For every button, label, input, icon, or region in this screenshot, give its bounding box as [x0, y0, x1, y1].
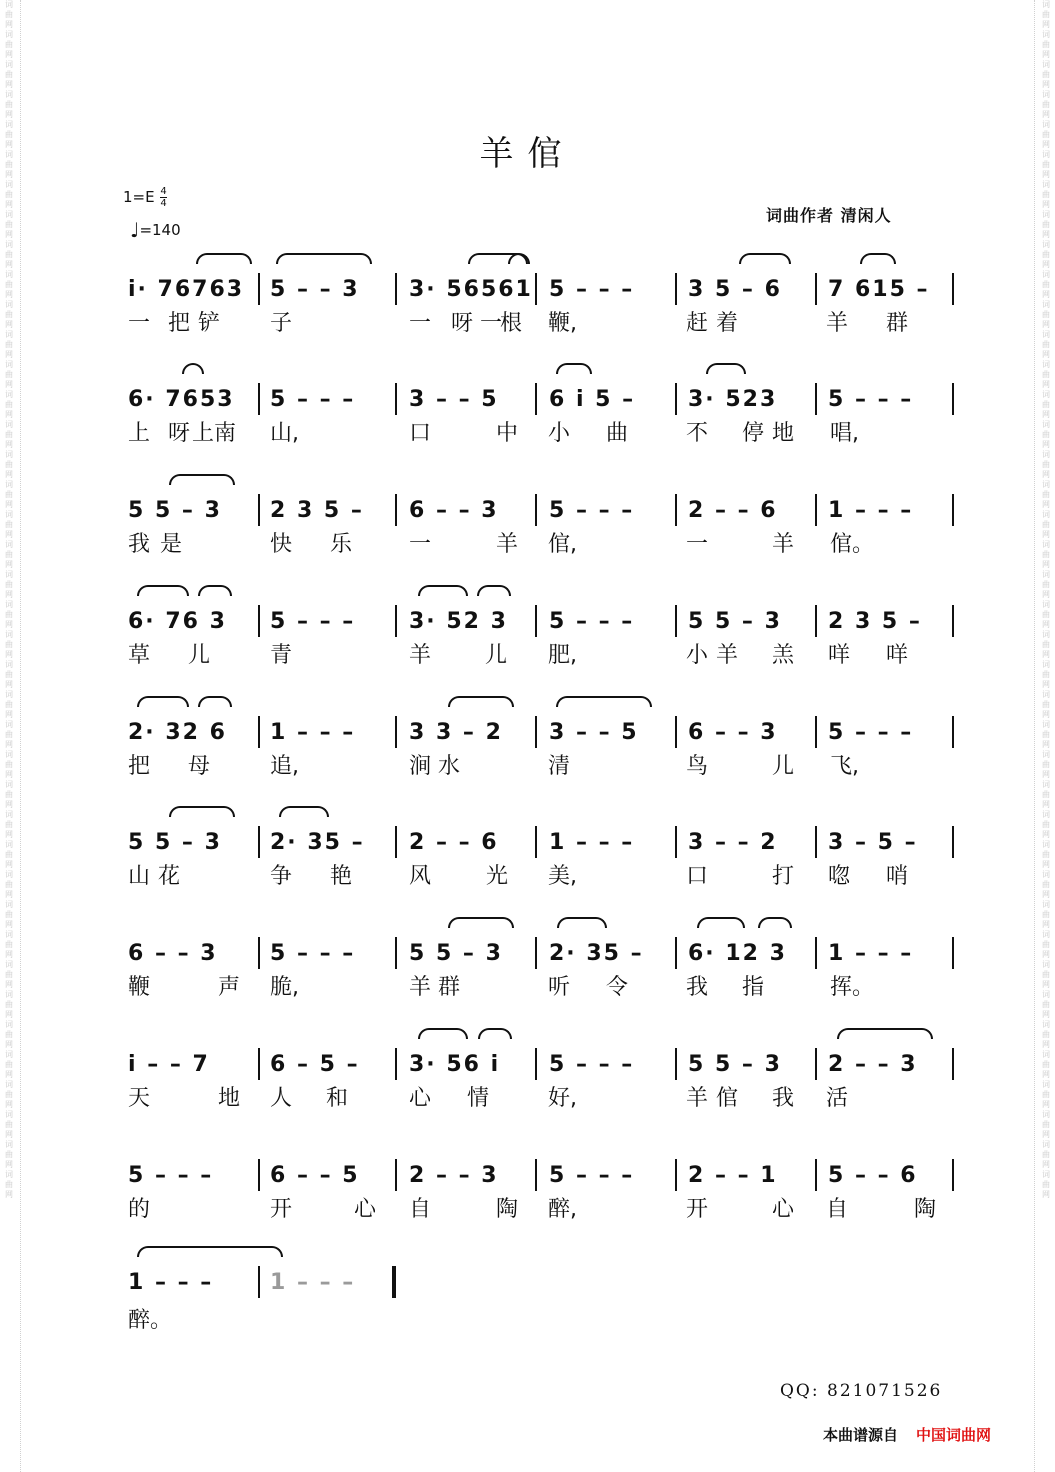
barline	[675, 716, 677, 748]
measure-notes: 5 – – –	[270, 387, 356, 412]
barline	[535, 494, 537, 526]
lyric-syllable: 倌	[716, 1086, 739, 1111]
measure-notes: 6 – – 3	[128, 941, 218, 966]
lyric-syllable: 心	[354, 1197, 377, 1222]
barline	[815, 605, 817, 637]
measure-notes: 3· 523	[688, 387, 778, 412]
slur-mark	[739, 253, 791, 264]
measure-notes: 2 – – 3	[828, 1052, 918, 1077]
lyric-syllable: 呀	[168, 421, 191, 446]
lyric-syllable: 群	[438, 975, 461, 1000]
lyric-syllable: 涧	[409, 754, 432, 779]
measure-notes: 2 3 5 –	[828, 609, 922, 634]
lyric-syllable: 醉,	[548, 1197, 577, 1222]
final-barline	[392, 1266, 396, 1298]
tempo-mark	[130, 218, 181, 242]
barline	[535, 273, 537, 305]
lyric-syllable: 口	[686, 864, 709, 889]
lyric-syllable: 声	[218, 975, 241, 1000]
barline	[675, 494, 677, 526]
measure-notes: 5 – – –	[270, 941, 356, 966]
measure-notes: 1 – – –	[270, 1270, 356, 1295]
measure-notes: 5 – – –	[549, 609, 635, 634]
measure-notes: 5 – – –	[128, 1163, 214, 1188]
measure-notes: 3 3 – 2	[409, 720, 503, 745]
slur-mark	[182, 363, 204, 374]
barline	[675, 1048, 677, 1080]
measure-notes: 5 5 – 3	[128, 498, 222, 523]
measure-notes: 7 615 –	[828, 277, 930, 302]
measure-notes: 5 5 – 3	[688, 1052, 782, 1077]
lyric-syllable: 肥,	[548, 643, 577, 668]
tempo-value: =140	[139, 221, 181, 239]
lyric-syllable: 把	[168, 311, 191, 336]
barline	[258, 826, 260, 858]
lyric-syllable: 小	[548, 421, 571, 446]
lyric-syllable: 我	[686, 975, 709, 1000]
barline	[952, 937, 954, 969]
slur-mark	[196, 253, 252, 264]
lyric-syllable: 的	[128, 1197, 151, 1222]
slur-mark	[137, 696, 189, 707]
measure-notes: 5 – – –	[828, 720, 914, 745]
lyric-syllable: 小	[686, 643, 709, 668]
lyric-syllable: 一	[128, 311, 151, 336]
lyric-syllable: 咩	[828, 643, 851, 668]
barline	[258, 273, 260, 305]
slur-mark	[279, 806, 329, 817]
key-signature	[123, 186, 167, 209]
lyric-syllable: 情	[467, 1086, 490, 1111]
lyric-syllable: 一	[409, 311, 432, 336]
barline	[258, 1048, 260, 1080]
lyric-syllable: 打	[772, 864, 795, 889]
lyric-syllable: 令	[606, 975, 629, 1000]
lyric-syllable: 和	[326, 1086, 349, 1111]
lyric-syllable: 艳	[330, 864, 353, 889]
barline	[258, 1159, 260, 1191]
barline	[258, 383, 260, 415]
barline	[952, 605, 954, 637]
lyric-syllable: 鞭	[128, 975, 151, 1000]
measure-notes: 5 – – –	[549, 277, 635, 302]
margin-guide-right	[1034, 0, 1035, 1472]
measure-notes: 5 5 – 3	[128, 830, 222, 855]
barline	[952, 1048, 954, 1080]
slur-mark	[448, 696, 514, 707]
lyric-syllable: 乐	[330, 532, 353, 557]
lyric-syllable: 听	[548, 975, 571, 1000]
lyric-syllable: 山	[128, 864, 151, 889]
barline	[535, 1048, 537, 1080]
barline	[395, 937, 397, 969]
measure-notes: 6· 76 3	[128, 609, 227, 634]
lyric-syllable: 我	[128, 532, 151, 557]
lyric-syllable: 陶	[914, 1197, 937, 1222]
measure-notes: 5 – – –	[549, 1163, 635, 1188]
measure-notes: 1 – – –	[549, 830, 635, 855]
lyric-syllable: 飞,	[830, 754, 859, 779]
lyric-syllable: 儿	[485, 643, 508, 668]
barline	[675, 1159, 677, 1191]
barline	[258, 937, 260, 969]
author-credit: 词曲作者 清闲人	[766, 206, 892, 225]
lyric-syllable: 心	[772, 1197, 795, 1222]
measure-notes: 3 – – 2	[688, 830, 778, 855]
measure-notes: 2 – – 1	[688, 1163, 778, 1188]
slur-mark	[276, 253, 372, 264]
lyric-syllable: 羔	[772, 643, 795, 668]
lyric-syllable: 呀	[451, 311, 474, 336]
slur-mark	[837, 1028, 933, 1039]
lyric-syllable: 子	[270, 311, 293, 336]
measure-notes: 3· 56561	[409, 277, 533, 302]
measure-notes: 3 – – 5	[549, 720, 639, 745]
song-title: 羊倌	[479, 134, 576, 174]
slur-mark	[556, 696, 652, 707]
slur-mark	[137, 1246, 283, 1257]
slur-mark	[448, 917, 514, 928]
lyric-syllable: 快	[270, 532, 293, 557]
slur-mark	[477, 585, 511, 596]
measure-notes: i· 76763	[128, 277, 245, 302]
lyric-syllable: 美,	[548, 864, 577, 889]
slur-mark	[556, 363, 592, 374]
slur-mark	[508, 253, 530, 264]
measure-notes: 5 – – –	[270, 609, 356, 634]
measure-notes: i – – 7	[128, 1052, 210, 1077]
barline	[815, 937, 817, 969]
barline	[395, 605, 397, 637]
barline	[952, 383, 954, 415]
lyric-syllable: 自	[409, 1197, 432, 1222]
lyric-syllable: 倌。	[830, 532, 875, 557]
lyric-syllable: 上	[192, 421, 215, 446]
barline	[675, 383, 677, 415]
lyric-syllable: 水	[438, 754, 461, 779]
lyric-syllable: 停	[742, 421, 765, 446]
barline	[535, 937, 537, 969]
lyric-syllable: 羊	[496, 532, 519, 557]
lyric-syllable: 羊	[409, 975, 432, 1000]
measure-notes: 5 – – –	[549, 1052, 635, 1077]
barline	[395, 1159, 397, 1191]
measure-notes: 6 i 5 –	[549, 387, 636, 412]
lyric-syllable: 自	[826, 1197, 849, 1222]
barline	[815, 383, 817, 415]
measure-notes: 2· 32 6	[128, 720, 227, 745]
slur-mark	[557, 917, 607, 928]
barline	[258, 494, 260, 526]
lyric-syllable: 开	[270, 1197, 293, 1222]
measure-notes: 5 – – 6	[828, 1163, 918, 1188]
barline	[675, 273, 677, 305]
barline	[258, 605, 260, 637]
lyric-syllable: 开	[686, 1197, 709, 1222]
measure-notes: 2 – – 6	[409, 830, 499, 855]
barline	[815, 494, 817, 526]
lyric-syllable: 好,	[548, 1086, 577, 1111]
lyric-syllable: 活	[826, 1086, 849, 1111]
lyric-syllable: 陶	[496, 1197, 519, 1222]
lyric-syllable: 天	[128, 1086, 151, 1111]
measure-notes: 2· 35 –	[549, 941, 644, 966]
lyric-syllable: 一	[480, 311, 503, 336]
slur-mark	[198, 696, 232, 707]
lyric-syllable: 人	[270, 1086, 293, 1111]
barline	[395, 494, 397, 526]
lyric-syllable: 羊	[409, 643, 432, 668]
measure-notes: 5 5 – 3	[688, 609, 782, 634]
slur-mark	[697, 917, 745, 928]
watermark-right: 词曲网词曲网词曲网词曲网词曲网词曲网词曲网词曲网词曲网词曲网词曲网词曲网词曲网词曲网词曲网词曲网词曲网词曲网词曲网词曲网词曲网词曲网词曲网词曲网词曲网词曲网词曲网词曲网词曲网词曲网词曲网词曲网词曲网词曲网词曲网词曲网词曲网词曲网词曲网词曲网	[1042, 0, 1050, 1199]
barline	[258, 1266, 260, 1298]
lyric-syllable: 青	[270, 643, 293, 668]
lyric-syllable: 清	[548, 754, 571, 779]
lyric-syllable: 咩	[886, 643, 909, 668]
measure-notes: 3· 56 i	[409, 1052, 501, 1077]
lyric-syllable: 儿	[772, 754, 795, 779]
lyric-syllable: 挥。	[830, 975, 875, 1000]
measure-notes: 6 – – 3	[688, 720, 778, 745]
lyric-syllable: 儿	[188, 643, 211, 668]
lyric-syllable: 群	[886, 311, 909, 336]
lyric-syllable: 光	[486, 864, 509, 889]
measure-notes: 2 – – 6	[688, 498, 778, 523]
lyric-syllable: 心	[409, 1086, 432, 1111]
lyric-syllable: 把	[128, 754, 151, 779]
barline	[258, 716, 260, 748]
measure-notes: 6· 7653	[128, 387, 235, 412]
qq-contact: QQ: 821071526	[780, 1381, 943, 1401]
lyric-syllable: 是	[160, 532, 183, 557]
barline	[815, 716, 817, 748]
measure-notes: 1 – – –	[828, 498, 914, 523]
slur-mark	[418, 1028, 468, 1039]
barline	[535, 605, 537, 637]
time-signature	[160, 186, 166, 209]
slur-mark	[198, 585, 232, 596]
barline	[395, 273, 397, 305]
barline	[815, 1048, 817, 1080]
measure-notes: 1 – – –	[828, 941, 914, 966]
slur-mark	[169, 474, 235, 485]
lyric-syllable: 铲	[198, 311, 221, 336]
measure-notes: 5 – – –	[828, 387, 914, 412]
measure-notes: 3 – 5 –	[828, 830, 918, 855]
slur-mark	[478, 1028, 512, 1039]
barline	[815, 1159, 817, 1191]
lyric-syllable: 风	[409, 864, 432, 889]
slur-mark	[137, 585, 189, 596]
lyric-syllable: 羊	[826, 311, 849, 336]
measure-notes: 6 – – 5	[270, 1163, 360, 1188]
lyric-syllable: 草	[128, 643, 151, 668]
lyric-syllable: 一	[409, 532, 432, 557]
barline	[535, 383, 537, 415]
barline	[395, 716, 397, 748]
slur-mark	[418, 585, 468, 596]
measure-notes: 1 – – –	[128, 1270, 214, 1295]
measure-notes: 5 – – –	[549, 498, 635, 523]
lyric-syllable: 中	[496, 421, 519, 446]
barline	[535, 716, 537, 748]
lyric-syllable: 山,	[270, 421, 299, 446]
barline	[675, 605, 677, 637]
lyric-syllable: 羊	[716, 643, 739, 668]
barline	[952, 494, 954, 526]
time-top: 4	[160, 186, 167, 197]
barline	[815, 273, 817, 305]
slur-mark	[706, 363, 746, 374]
lyric-syllable: 花	[158, 864, 181, 889]
lyric-syllable: 地	[772, 421, 795, 446]
lyric-syllable: 鞭,	[548, 311, 577, 336]
lyric-syllable: 根	[500, 311, 523, 336]
measure-notes: 2 – – 3	[409, 1163, 499, 1188]
barline	[952, 1159, 954, 1191]
lyric-syllable: 追,	[270, 754, 299, 779]
source-label: 本曲谱源自	[823, 1426, 899, 1444]
lyric-syllable: 醉。	[128, 1308, 173, 1333]
lyric-syllable: 倌,	[548, 532, 577, 557]
measure-notes: 2· 35 –	[270, 830, 365, 855]
watermark-left: 词曲网词曲网词曲网词曲网词曲网词曲网词曲网词曲网词曲网词曲网词曲网词曲网词曲网词曲网词曲网词曲网词曲网词曲网词曲网词曲网词曲网词曲网词曲网词曲网词曲网词曲网词曲网词曲网词曲网词曲网词曲网词曲网词曲网词曲网词曲网词曲网词曲网词曲网词曲网词曲网	[5, 0, 13, 1199]
lyric-syllable: 鸟	[686, 754, 709, 779]
lyric-syllable: 曲	[606, 421, 629, 446]
lyric-syllable: 口	[409, 421, 432, 446]
lyric-syllable: 着	[716, 311, 739, 336]
lyric-syllable: 南	[214, 421, 237, 446]
lyric-syllable: 唱,	[830, 421, 859, 446]
lyric-syllable: 我	[772, 1086, 795, 1111]
source-brand: 中国词曲网	[916, 1426, 992, 1444]
margin-guide-left	[20, 0, 21, 1472]
lyric-syllable: 母	[188, 754, 211, 779]
barline	[535, 1159, 537, 1191]
slur-mark	[169, 806, 235, 817]
measure-notes: 3· 52 3	[409, 609, 508, 634]
lyric-syllable: 不	[686, 421, 709, 446]
barline	[395, 1048, 397, 1080]
lyric-syllable: 羊	[686, 1086, 709, 1111]
measure-notes: 3 – – 5	[409, 387, 499, 412]
quarter-note-icon: ♩	[130, 218, 140, 242]
barline	[675, 826, 677, 858]
slur-mark	[860, 253, 896, 264]
lyric-syllable: 脆,	[270, 975, 299, 1000]
source-credit	[823, 1424, 991, 1445]
lyric-syllable: 指	[742, 975, 765, 1000]
barline	[952, 716, 954, 748]
lyric-syllable: 一	[686, 532, 709, 557]
barline	[675, 937, 677, 969]
measure-notes: 2 3 5 –	[270, 498, 364, 523]
barline	[952, 273, 954, 305]
measure-notes: 5 – – 3	[270, 277, 360, 302]
lyric-syllable: 唿	[828, 864, 851, 889]
time-bottom: 4	[160, 198, 167, 209]
barline	[815, 826, 817, 858]
measure-notes: 1 – – –	[270, 720, 356, 745]
barline	[395, 383, 397, 415]
measure-notes: 6 – 5 –	[270, 1052, 360, 1077]
lyric-syllable: 争	[270, 864, 293, 889]
barline	[535, 826, 537, 858]
lyric-syllable: 上	[128, 421, 151, 446]
measure-notes: 6 – – 3	[409, 498, 499, 523]
measure-notes: 5 5 – 3	[409, 941, 503, 966]
measure-notes: 6· 12 3	[688, 941, 787, 966]
slur-mark	[758, 917, 792, 928]
lyric-syllable: 赶	[686, 311, 709, 336]
barline	[395, 826, 397, 858]
barline	[952, 826, 954, 858]
lyric-syllable: 哨	[886, 864, 909, 889]
key-tonic: 1=E	[123, 188, 155, 206]
lyric-syllable: 羊	[772, 532, 795, 557]
measure-notes: 3 5 – 6	[688, 277, 782, 302]
lyric-syllable: 地	[218, 1086, 241, 1111]
